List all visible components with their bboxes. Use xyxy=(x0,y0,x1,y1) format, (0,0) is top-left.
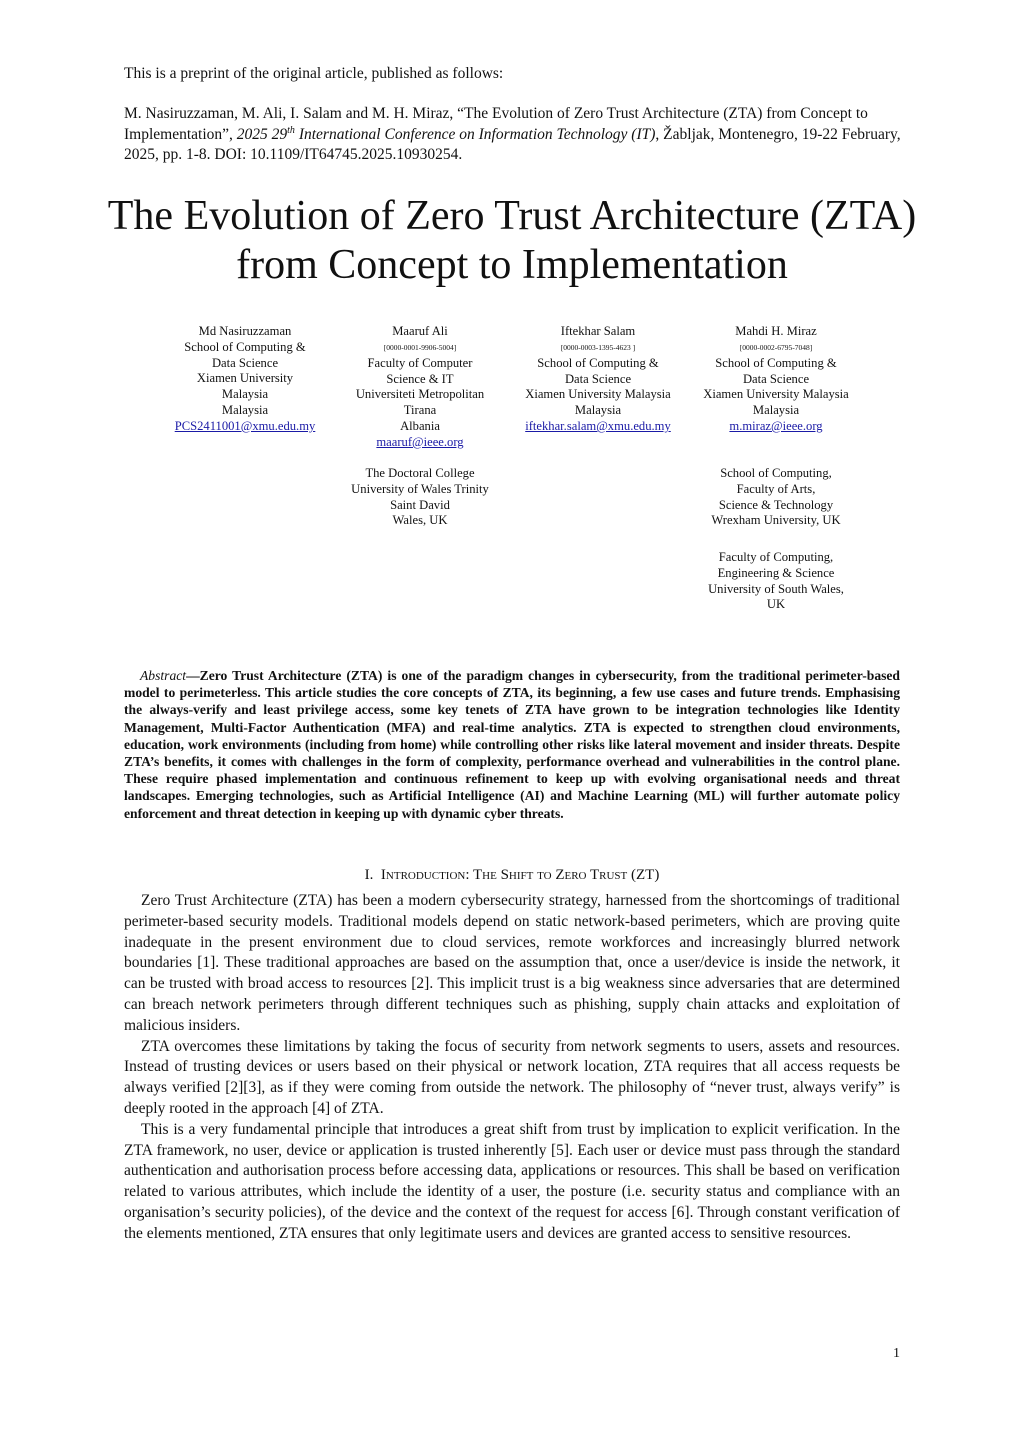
section-title: Introduction: The Shift to Zero Trust (ZT) xyxy=(380,867,660,883)
author-email-link[interactable]: PCS2411001@xmu.edu.my xyxy=(174,418,316,433)
author-email-link[interactable]: m.miraz@ieee.org xyxy=(729,418,823,433)
affiliation-line: Data Science xyxy=(742,371,810,386)
affiliation-line: School of Computing & xyxy=(537,355,659,370)
affiliation-line: Albania xyxy=(400,418,440,433)
author-2-second-affiliation xyxy=(330,466,510,529)
preprint-note: This is a preprint of the original article, published as follows: xyxy=(124,65,504,82)
affiliation-line: Malaysia xyxy=(752,403,800,418)
title-line-1: The Evolution of Zero Trust Architecture (ZTA) xyxy=(107,193,917,239)
affiliation-line: University of South Wales, xyxy=(708,581,844,596)
citation-conf-name: International Conference on Information Technology (IT) xyxy=(298,125,656,143)
citation-conf-year: 2025 29th International Conference on Information Technology (IT) xyxy=(236,124,656,143)
affiliation-line: Faculty of Arts, xyxy=(736,481,816,496)
affiliation-line: School of Computing & xyxy=(184,339,306,354)
author-block-1 xyxy=(155,324,335,435)
affiliation-line: Data Science xyxy=(211,355,279,370)
abstract xyxy=(124,667,900,822)
author-orcid: [0000-0002-6795-7048] xyxy=(739,342,813,352)
affiliation-line: Engineering & Science xyxy=(717,565,835,580)
abstract-label: Abstract xyxy=(140,668,187,683)
affiliation-line: Science & Technology xyxy=(718,497,834,512)
author-block-4 xyxy=(686,324,866,435)
affiliation-line: Saint David xyxy=(390,497,450,512)
author-email-link[interactable]: maaruf@ieee.org xyxy=(376,434,464,449)
affiliation-line: Malaysia xyxy=(221,387,269,402)
author-4-third-affiliation xyxy=(686,550,866,613)
affiliation-line: The Doctoral College xyxy=(365,466,475,480)
affiliation-line: University of Wales Trinity xyxy=(351,481,489,496)
affiliation-line: Faculty of Computer xyxy=(367,355,473,370)
paper-title xyxy=(60,192,964,290)
author-block-3 xyxy=(508,324,688,435)
author-4-second-affiliation xyxy=(686,466,866,529)
citation-authors-title: M. Nasiruzzaman, M. Ali, I. Salam and M. H. Miraz, “The Evolution of Zero Trust Architecture (ZTA) from Concept to Implementation”, xyxy=(124,105,868,143)
abstract-text: —Zero Trust Architecture (ZTA) is one of the paradigm changes in cybersecurity, from the traditional perimeter-based model to perimeterless. This article studies the core concepts of ZTA, its beginning, a few use cases and future trends. Emphasising the always-verify and least privilege access, some key tenets of ZTA have grown to be integration technologies like Identity Management, Multi-Factor Authentication (MFA) and real-time analytics. ZTA is expected to strengthen cloud environments, education, work environments (including from home) while controlling other risks like lateral movement and insider threats. Despite ZTA’s benefits, it comes with challenges in the form of complexity, performance overhead and vulnerabilities in the control plane. These require phased implementation and continuous refinement to keep up with evolving organisational needs and threat landscapes. Emerging technologies, such as Artificial Intelligence (AI) and Machine Learning (ML) will further automate policy enforcement and threat detection in keeping up with dynamic cyber threats. xyxy=(124,668,900,821)
author-name: Md Nasiruzzaman xyxy=(198,324,292,338)
paragraph: ZTA overcomes these limitations by taking the focus of security from network segments to users, assets and resources. Instead of trusting devices or users based on their physical or network location, ZTA requires that all access requests be always verified [2][3], as if they were coming from outside the network. The philosophy of “never trust, always verify” is deeply rooted in the approach [4] of ZTA. xyxy=(124,1037,900,1117)
author-orcid: [0000-0001-9906-5004] xyxy=(383,342,457,352)
author-name: Maaruf Ali xyxy=(392,324,448,338)
affiliation-line: Xiamen University Malaysia xyxy=(703,387,849,402)
author-name: Iftekhar Salam xyxy=(560,324,636,338)
citation-conf-sup: th xyxy=(287,124,295,136)
citation-tail: , Žabljak, Montenegro, 19-22 February, 2025, pp. 1-8. DOI: 10.1109/IT64745.2025.10930254. xyxy=(124,125,901,163)
affiliation-line: Tirana xyxy=(403,403,437,418)
affiliation-line: Wrexham University, UK xyxy=(711,513,841,528)
author-orcid: [0000-0003-1395-4623 ] xyxy=(560,342,636,352)
paragraph: Zero Trust Architecture (ZTA) has been a modern cybersecurity strategy, harnessed from the shortcomings of traditional perimeter-based security models. Traditional models depend on static network-based perimeters, which are proving quite inadequate in the present environment due to cloud services, remote workforces and increasingly blurred network boundaries [1]. These traditional approaches are based on the assumption that, once a user/device is inside the network, it can be trusted with broad access to resources [2]. This implicit trust is a big weakness since adversaries that are determined can breach network perimeters through different techniques such as phishing, supply chain attacks and exploitation of malicious insiders. xyxy=(124,892,900,1034)
citation xyxy=(124,104,904,166)
affiliation-line: Xiamen University Malaysia xyxy=(525,387,671,402)
section-heading xyxy=(124,866,900,884)
author-name: Mahdi H. Miraz xyxy=(735,324,817,338)
paragraph: This is a very fundamental principle that introduces a great shift from trust by implication to explicit verification. In the ZTA framework, no user, device or application is trusted inherently [5]. Each user or device must pass through the standard authentication and authorisation process before accessing data, applications or resources. This shall be based on verification related to various attributes, which include the identity of a user, the posture (i.e. security status and compliance with an organisation’s security policies), of the device and the context of the request for access [6]. Through constant verification of the elements mentioned, ZTA ensures that only legitimate users and devices are granted access to sensitive resources. xyxy=(124,1120,900,1242)
affiliation-line: School of Computing, xyxy=(720,466,832,480)
affiliation-line: Wales, UK xyxy=(392,513,448,528)
affiliation-line: Malaysia xyxy=(221,402,269,417)
section-number: I. xyxy=(364,867,374,883)
author-block-2 xyxy=(330,324,510,451)
affiliation-line: Malaysia xyxy=(574,403,622,418)
title-line-2: from Concept to Implementation xyxy=(236,242,788,288)
affiliation-line: School of Computing & xyxy=(715,355,837,370)
affiliation-line: Data Science xyxy=(564,371,632,386)
affiliation-line: Faculty of Computing, xyxy=(718,550,834,564)
author-email-link[interactable]: iftekhar.salam@xmu.edu.my xyxy=(525,418,671,433)
affiliation-line: Science & IT xyxy=(386,371,454,386)
affiliation-line: Universiteti Metropolitan xyxy=(355,387,485,402)
affiliation-line: UK xyxy=(766,597,786,612)
page-number: 1 xyxy=(893,1346,900,1361)
body-text xyxy=(124,891,900,1245)
affiliation-line: Xiamen University xyxy=(196,371,294,386)
